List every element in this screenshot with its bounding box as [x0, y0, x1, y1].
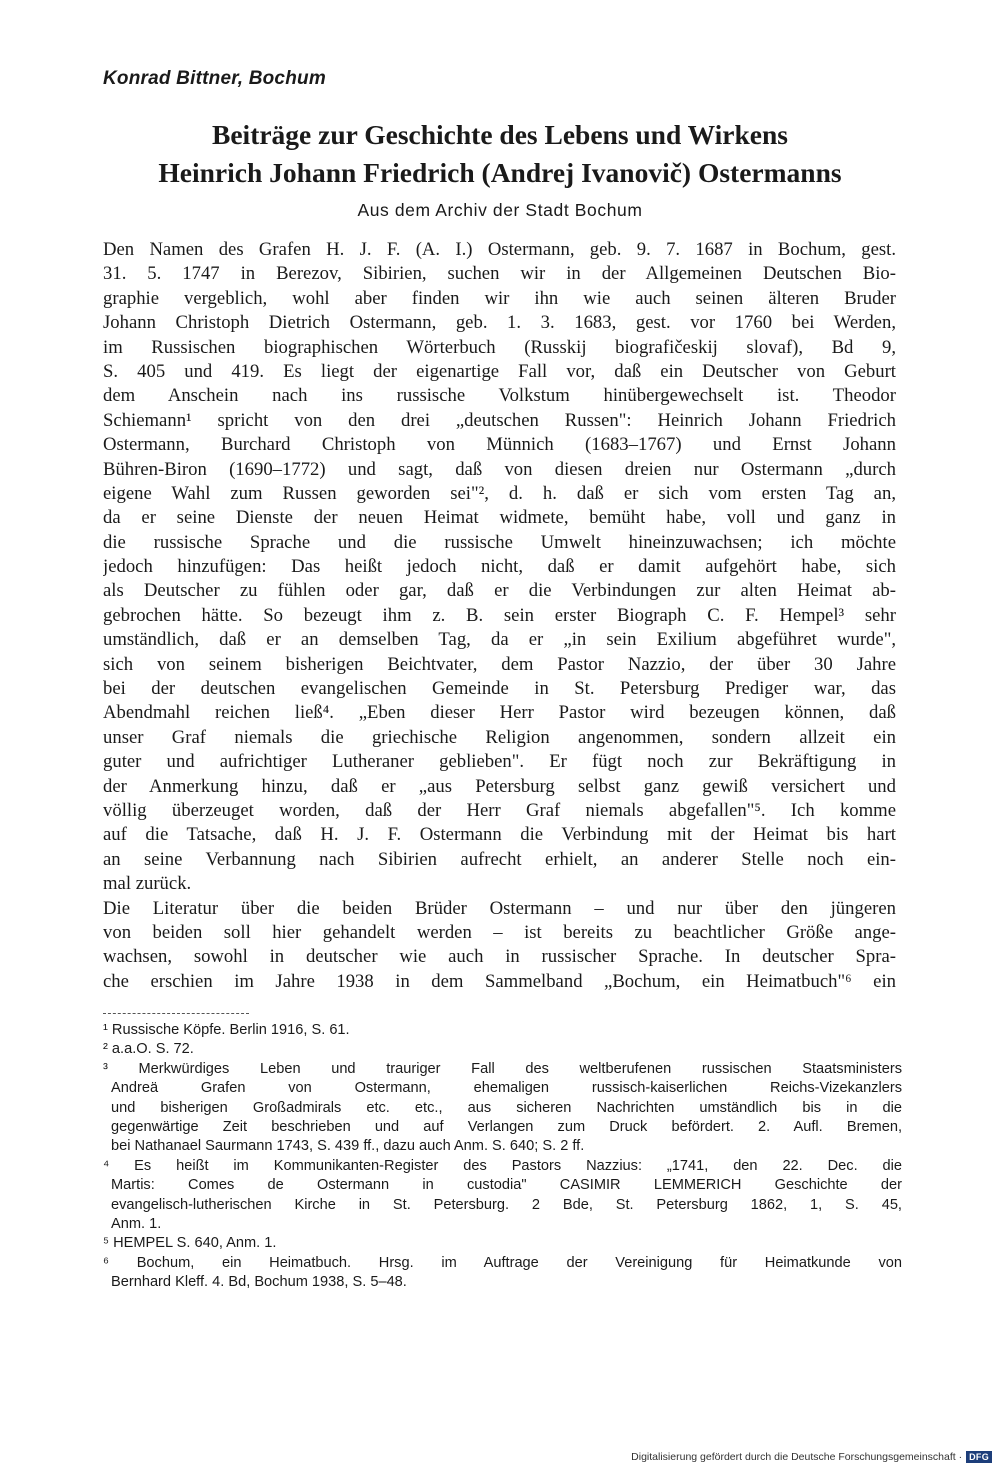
body-line: Abendmahl reichen ließ⁴. „Eben dieser Herr Pastor wird bezeugen können, daß	[103, 702, 896, 724]
footnote-divider	[103, 1013, 249, 1014]
footnote-line: ³ Merkwürdiges Leben und trauriger Fall des weltberufenen russischen Staatsministers	[103, 1060, 902, 1077]
body-line: eigene Wahl zum Russen geworden sei"², d. h. daß er sich vom ersten Tag an,	[103, 482, 896, 504]
body-line: unser Graf niemals die griechische Religion angenommen, sondern allzeit ein	[103, 726, 896, 748]
body-line: völlig überzeuget worden, daß der Herr Graf niemals abgefallen"⁵. Ich komme	[103, 799, 896, 821]
footnote-line: Andreä Grafen von Ostermann, ehemaligen russisch-kaiserlichen Reichs-Vizekanzlers	[111, 1080, 902, 1097]
footnote-line: ⁵ HEMPEL S. 640, Anm. 1.	[103, 1235, 277, 1252]
body-line: im Russischen biographischen Wörterbuch (Russkij biografičeskij slovaf), Bd 9,	[103, 336, 896, 358]
body-line: auf die Tatsache, daß H. J. F. Ostermann die Verbindung mit der Heimat bis hart	[103, 824, 896, 846]
body-line: Schiemann¹ spricht von den drei „deutschen Russen": Heinrich Johann Friedrich	[103, 409, 896, 431]
body-line: die russische Sprache und die russische Umwelt hineinzuwachsen; ich möchte	[103, 531, 896, 553]
body-line: Bühren-Biron (1690–1772) und sagt, daß von diesen dreien nur Ostermann „durch	[103, 458, 896, 480]
footnote-line: evangelisch-lutherischen Kirche in St. Petersburg. 2 Bde, St. Petersburg 1862, 1, S. 45,	[111, 1196, 902, 1213]
article-subtitle: Aus dem Archiv der Stadt Bochum	[357, 200, 643, 220]
title-line-1: Beiträge zur Geschichte des Lebens und Wirkens	[212, 119, 788, 150]
body-line: mal zurück.	[103, 873, 192, 895]
body-line: gebrochen hätte. So bezeugt ihm z. B. sein erster Biograph C. F. Hempel³ sehr	[103, 604, 896, 626]
footnote-line: ⁶ Bochum, ein Heimatbuch. Hrsg. im Auftrage der Vereinigung für Heimatkunde von	[103, 1254, 902, 1271]
body-line: umständlich, daß er an demselben Tag, da er „in sein Exilium abgeführet wurde",	[103, 629, 896, 651]
digitization-footer	[631, 1451, 992, 1463]
body-line: guter und aufrichtiger Lutheraner geblieben". Er fügt noch zur Bekräftigung in	[103, 751, 896, 773]
body-line: Ostermann, Burchard Christoph von Münnich (1683–1767) und Ernst Johann	[103, 434, 896, 456]
footnote-line: gegenwärtige Zeit beschrieben und auf Verlangen zum Druck befördert. 2. Aufl. Bremen,	[111, 1118, 902, 1135]
footnotes	[103, 1021, 902, 1292]
footnote-line: ⁴ Es heißt im Kommunikanten-Register des Pastors Nazzius: „1741, den 22. Dec. die	[103, 1157, 902, 1174]
body-line: jedoch hinzufügen: Das heißt jedoch nicht, daß er damit aufgehört habe, sich	[103, 556, 896, 578]
author-line: Konrad Bittner, Bochum	[103, 68, 326, 89]
body-line: sich von seinem bisherigen Beichtvater, dem Pastor Nazzio, der über 30 Jahre	[103, 653, 896, 675]
body-line: 31. 5. 1747 in Berezov, Sibirien, suchen wir in der Allgemeinen Deutschen Bio-	[103, 263, 896, 285]
body-line: Die Literatur über die beiden Brüder Ostermann – und nur über den jüngeren	[103, 897, 896, 919]
body-line: wachsen, sowohl in deutscher wie auch in russischer Sprache. In deutscher Spra-	[103, 946, 896, 968]
dfg-logo: DFG	[966, 1451, 992, 1463]
title-line-2: Heinrich Johann Friedrich (Andrej Ivanovič) Ostermanns	[158, 157, 842, 188]
body-line: da er seine Dienste der neuen Heimat widmete, bemüht habe, voll und ganz in	[103, 507, 896, 529]
body-line: von beiden soll hier gehandelt werden – ist bereits zu beachtlicher Größe ange-	[103, 921, 896, 943]
body-line: an seine Verbannung nach Sibirien aufrecht erhielt, an anderer Stelle noch ein-	[103, 848, 896, 870]
funding-note: Digitalisierung gefördert durch die Deutsche Forschungsgemeinschaft ·	[631, 1451, 963, 1463]
footnote-line: Bernhard Kleff. 4. Bd, Bochum 1938, S. 5–48.	[111, 1274, 407, 1291]
body-line: als Deutscher zu fühlen oder gar, daß er die Verbindungen zur alten Heimat ab-	[103, 580, 896, 602]
article-title	[90, 116, 910, 192]
body-line: S. 405 und 419. Es liegt der eigenartige Fall vor, daß ein Deutscher von Geburt	[103, 360, 896, 382]
body-line: bei der deutschen evangelischen Gemeinde in St. Petersburg Prediger war, das	[103, 678, 896, 700]
body-line: che erschien im Jahre 1938 in dem Sammelband „Bochum, ein Heimatbuch"⁶ ein	[103, 970, 896, 992]
footnote-line: und bisherigen Großadmirals etc. etc., aus sicheren Nachrichten umständlich bis in die	[111, 1099, 902, 1116]
body-line: dem Anschein nach ins russische Volkstum hinübergewechselt ist. Theodor	[103, 385, 896, 407]
body-text	[103, 238, 896, 994]
footnote-line: bei Nathanael Saurmann 1743, S. 439 ff., dazu auch Anm. S. 640; S. 2 ff.	[111, 1138, 585, 1155]
body-line: der Anmerkung hinzu, daß er „aus Petersburg selbst ganz gewiß versichert und	[103, 775, 896, 797]
body-line: graphie vergeblich, wohl aber finden wir ihn wie auch seinen älteren Bruder	[103, 287, 896, 309]
footnote-line: ² a.a.O. S. 72.	[103, 1041, 194, 1058]
footnote-line: Martis: Comes de Ostermann in custodia" CASIMIR LEMMERICH Geschichte der	[111, 1177, 902, 1194]
footnote-line: Anm. 1.	[111, 1215, 162, 1232]
body-line: Johann Christoph Dietrich Ostermann, geb. 1. 3. 1683, gest. vor 1760 bei Werden,	[103, 312, 896, 334]
footnote-line: ¹ Russische Köpfe. Berlin 1916, S. 61.	[103, 1022, 350, 1038]
body-line: Den Namen des Grafen H. J. F. (A. I.) Ostermann, geb. 9. 7. 1687 in Bochum, gest.	[103, 239, 896, 260]
